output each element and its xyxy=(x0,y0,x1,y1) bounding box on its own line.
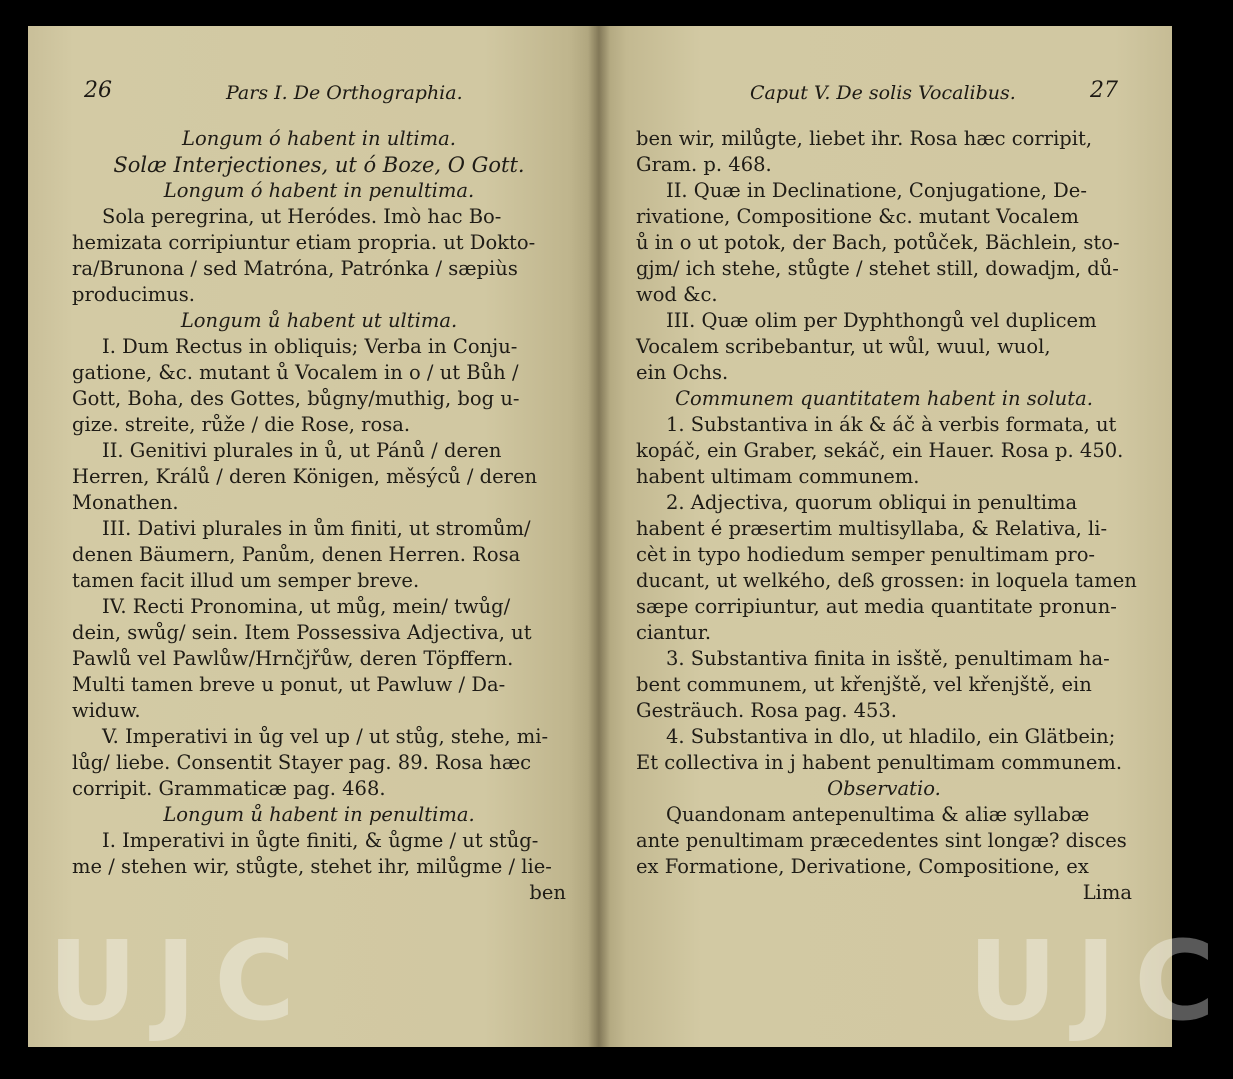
left-text-line: hemizata corripiuntur etiam propria. ut Dokto- xyxy=(72,231,536,254)
right-text-block xyxy=(636,126,1137,906)
left-text-line: gatione, &c. mutant ů Vocalem in o / ut Bůh / xyxy=(72,361,519,384)
right-text-line: Communem quantitatem habent in soluta. xyxy=(675,387,1093,410)
right-text-line: sæpe corripiuntur, aut media quantitate pronun- xyxy=(636,595,1117,618)
left-text-line: Sola peregrina, ut Heródes. Imò hac Bo- xyxy=(102,205,502,228)
right-text-line: 3. Substantiva finita in isště, penultimam ha- xyxy=(666,647,1110,670)
left-text-line: gize. streite, růže / die Rose, rosa. xyxy=(72,413,411,436)
left-text-line: ra/Brunona / sed Matróna, Patrónka / sæpiùs xyxy=(72,257,518,280)
right-text-line: habent é præsertim multisyllaba, & Relativa, li- xyxy=(636,517,1108,540)
right-text-line: bent communem, ut křenjště, vel křenjště, ein xyxy=(636,673,1092,696)
left-text-line: Herren, Králů / deren Königen, měsýců / deren xyxy=(72,465,538,488)
right-text-line: Lima xyxy=(1082,881,1132,904)
right-text-line: ante penultimam præcedentes sint longæ? disces xyxy=(636,829,1127,852)
right-text-line: 4. Substantiva in dlo, ut hladilo, ein Glätbein; xyxy=(666,725,1116,748)
watermark-right: UJC xyxy=(968,917,1233,1045)
right-text-line: Vocalem scribebantur, ut wůl, wuul, wuol, xyxy=(636,335,1051,358)
left-page xyxy=(28,26,598,1047)
right-page xyxy=(598,26,1233,1047)
right-text-line: ciantur. xyxy=(636,621,712,644)
left-text-line: Pawlů vel Pawlůw/Hrnčjřůw, deren Töpffern. xyxy=(72,647,514,670)
right-text-line: wod &c. xyxy=(636,283,718,306)
right-text-line: gjm/ ich stehe, stůgte / stehet still, dowadjm, dů- xyxy=(636,257,1119,280)
left-text-line: Monathen. xyxy=(72,491,179,514)
left-text-line: Longum ů habent ut ultima. xyxy=(180,309,458,332)
left-text-line: ben xyxy=(529,881,566,904)
left-text-line: producimus. xyxy=(72,283,195,306)
running-head-left: Pars I. De Orthographia. xyxy=(226,82,463,104)
right-text-line: cèt in typo hodiedum semper penultimam pro- xyxy=(636,543,1096,566)
left-text-line: me / stehen wir, stůgte, stehet ihr, milůgme / lie- xyxy=(72,855,552,878)
right-text-line: Et collectiva in j habent penultimam communem. xyxy=(636,751,1123,774)
book-gutter xyxy=(588,26,610,1047)
left-text-line: III. Dativi plurales in ům finiti, ut stromům/ xyxy=(102,517,531,540)
left-text-line: Longum ó habent in ultima. xyxy=(182,127,456,150)
right-text-line: ein Ochs. xyxy=(636,361,729,384)
right-text-line: ů in o ut potok, der Bach, potůček, Bächlein, sto- xyxy=(636,231,1120,254)
left-text-line: lůg/ liebe. Consentit Stayer pag. 89. Rosa hæc xyxy=(72,751,532,774)
right-text-line: ex Formatione, Derivatione, Compositione, ex xyxy=(636,855,1089,878)
right-text-line: III. Quæ olim per Dyphthongů vel duplicem xyxy=(666,309,1097,332)
page-number-right: 27 xyxy=(1090,78,1118,103)
page-number-left: 26 xyxy=(84,78,112,103)
right-text-line: rivatione, Compositione &c. mutant Vocalem xyxy=(636,205,1079,228)
left-text-line: corripit. Grammaticæ pag. 468. xyxy=(72,777,386,800)
right-text-line: kopáč, ein Graber, sekáč, ein Hauer. Rosa p. 450. xyxy=(636,439,1124,462)
left-text-line: V. Imperativi in ůg vel up / ut stůg, stehe, mi- xyxy=(102,725,549,748)
open-book xyxy=(28,26,1233,1047)
right-text-line: habent ultimam communem. xyxy=(636,465,920,488)
right-text-line: II. Quæ in Declinatione, Conjugatione, De- xyxy=(666,179,1087,202)
right-text-line: Observatio. xyxy=(827,777,941,800)
right-text-line: Gesträuch. Rosa pag. 453. xyxy=(636,699,898,722)
left-text-line: Solæ Interjectiones, ut ó Boze, O Gott. xyxy=(113,153,525,177)
left-text-line: Longum ů habent in penultima. xyxy=(163,803,475,826)
left-text-line: widuw. xyxy=(72,699,141,722)
watermark-left: UJC xyxy=(48,917,313,1045)
left-text-line: IV. Recti Pronomina, ut můg, mein/ twůg/ xyxy=(102,595,511,618)
left-text-line: Multi tamen breve u ponut, ut Pawluw / Da- xyxy=(72,673,506,696)
left-text-line: dein, swůg/ sein. Item Possessiva Adjectiva, ut xyxy=(72,621,532,644)
left-text-block xyxy=(72,126,566,906)
left-text-line: denen Bäumern, Panům, denen Herren. Rosa xyxy=(72,543,521,566)
left-text-line: I. Dum Rectus in obliquis; Verba in Conju- xyxy=(102,335,518,358)
left-text-line: II. Genitivi plurales in ů, ut Pánů / deren xyxy=(102,439,502,462)
running-head-right: Caput V. De solis Vocalibus. xyxy=(750,82,1016,104)
right-text-line: Gram. p. 468. xyxy=(636,153,772,176)
left-text-line: I. Imperativi in ůgte finiti, & ůgme / ut stůg- xyxy=(102,829,539,852)
right-text-line: Quandonam antepenultima & aliæ syllabæ xyxy=(666,803,1090,826)
left-text-line: Gott, Boha, des Gottes, bůgny/muthig, bog u- xyxy=(72,387,520,410)
right-text-line: ben wir, milůgte, liebet ihr. Rosa hæc corripit, xyxy=(636,127,1093,150)
left-text-line: Longum ó habent in penultima. xyxy=(163,179,475,202)
right-text-line: 2. Adjectiva, quorum obliqui in penultima xyxy=(666,491,1078,514)
right-text-line: ducant, ut welkého, deß grossen: in loquela tamen xyxy=(636,569,1137,592)
left-text-line: tamen facit illud um semper breve. xyxy=(72,569,420,592)
right-text-line: 1. Substantiva in ák & áč à verbis formata, ut xyxy=(666,413,1117,436)
